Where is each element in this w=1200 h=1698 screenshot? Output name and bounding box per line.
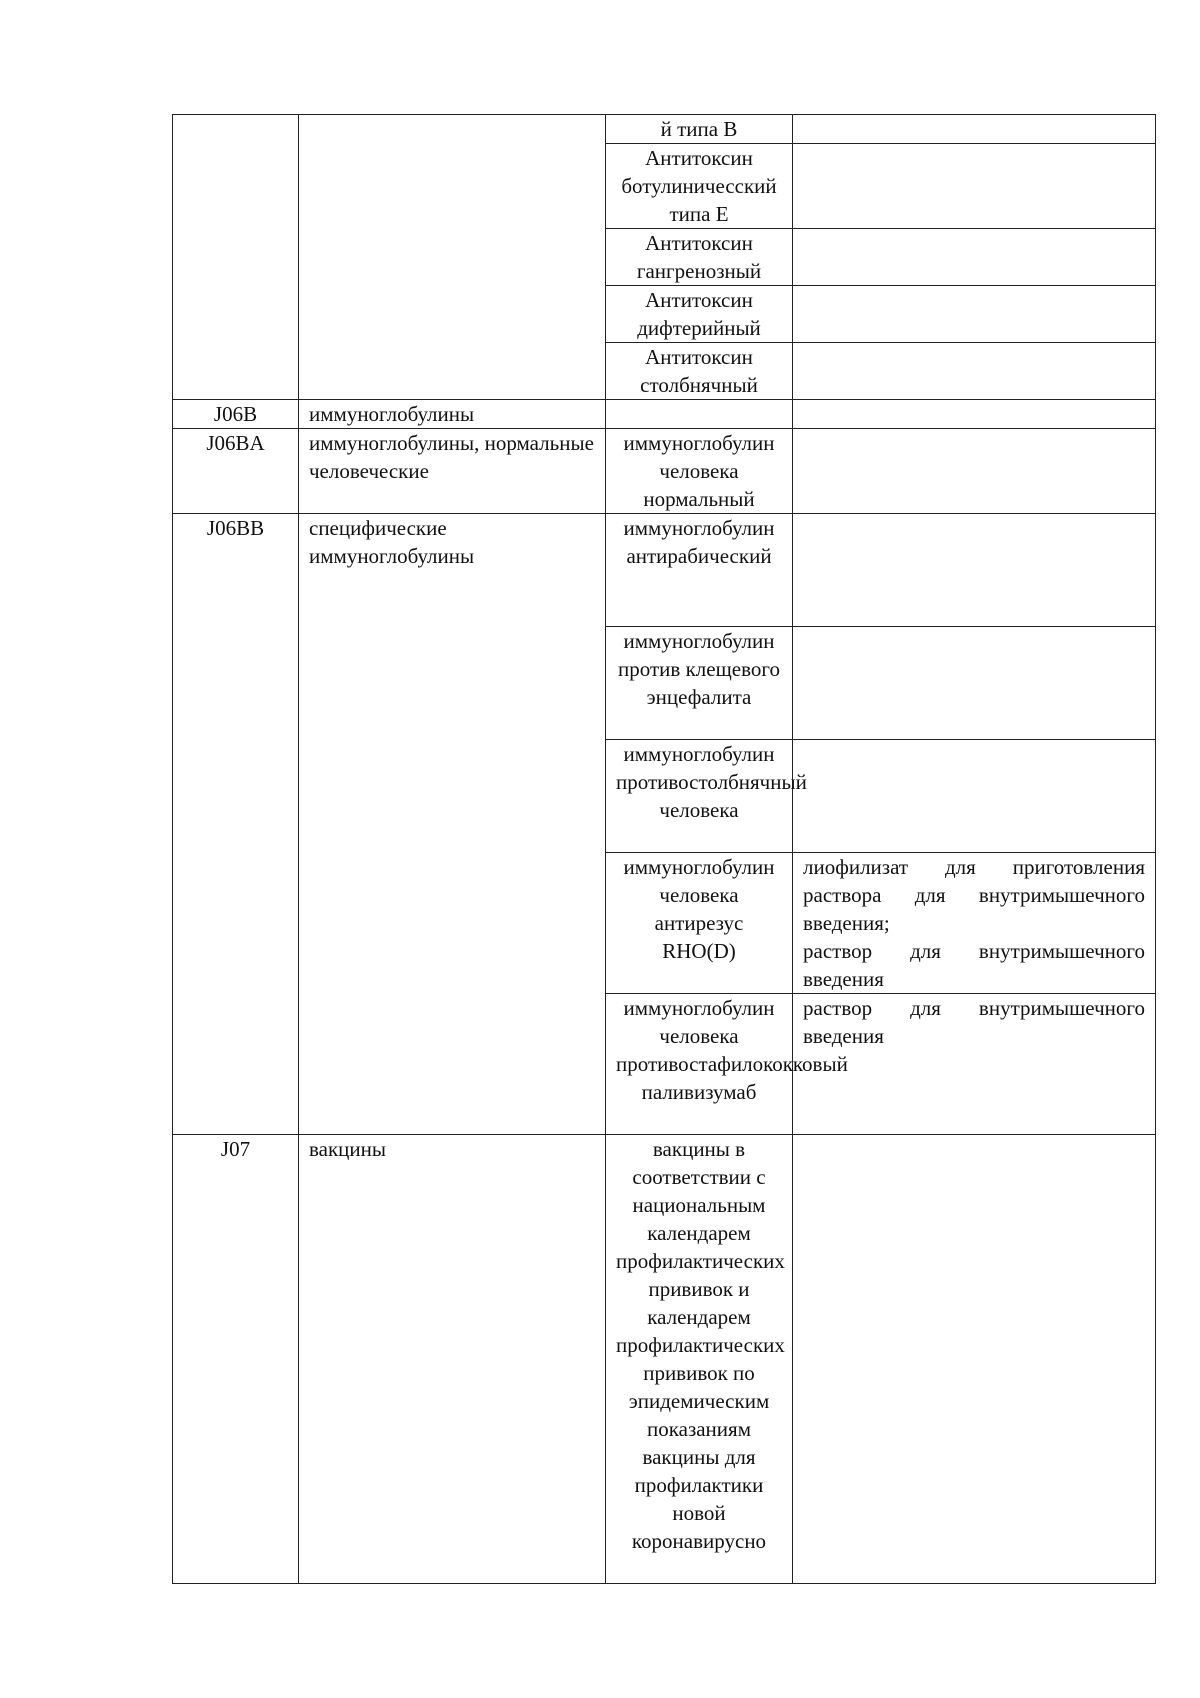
group-cell: иммуноглобулины, нормальные человеческие <box>299 429 606 514</box>
group-cell: иммуноглобулины <box>299 400 606 429</box>
form-cell <box>793 286 1156 343</box>
code-cell: J06B <box>173 400 299 429</box>
code-cell <box>173 115 299 400</box>
code-cell: J06BB <box>173 514 299 1135</box>
drug-cell: иммуноглобулин человека антирезус RHO(D) <box>606 853 793 994</box>
group-cell <box>299 115 606 400</box>
table-row <box>173 1135 1156 1584</box>
drug-cell: иммуноглобулин против клещевого энцефалита <box>606 627 793 740</box>
table-row <box>173 115 1156 144</box>
form-cell <box>793 429 1156 514</box>
dosage-form-text: раствор для внутримышечного введения <box>803 996 1145 1048</box>
dosage-form-text: раствор для внутримышечного введения <box>803 939 1145 991</box>
code-cell: J07 <box>173 1135 299 1584</box>
drug-cell: Антитоксин гангренозный <box>606 229 793 286</box>
form-cell <box>793 400 1156 429</box>
form-cell <box>793 853 1156 994</box>
form-cell <box>793 343 1156 400</box>
group-cell: специфические иммуноглобулины <box>299 514 606 1135</box>
form-cell <box>793 229 1156 286</box>
table-row <box>173 400 1156 429</box>
drug-cell: иммуноглобулин человека нормальный <box>606 429 793 514</box>
drug-cell: й типа B <box>606 115 793 144</box>
drug-table <box>172 114 1156 1584</box>
group-cell: вакцины <box>299 1135 606 1584</box>
drug-cell: Антитоксин столбнячный <box>606 343 793 400</box>
form-cell <box>793 144 1156 229</box>
drug-cell: Антитоксин ботулиничесский типа E <box>606 144 793 229</box>
form-cell <box>793 514 1156 627</box>
form-cell <box>793 1135 1156 1584</box>
form-cell <box>793 740 1156 853</box>
form-cell <box>793 115 1156 144</box>
drug-cell: иммуноглобулин антирабический <box>606 514 793 627</box>
code-cell: J06BA <box>173 429 299 514</box>
drug-cell: вакцины в соответствии с национальным календарем профилактических прививок и календарем профилактических прививок по эпидемическим показаниям вакцины для профилактики новой коронавирусно <box>606 1135 793 1584</box>
drug-cell <box>606 400 793 429</box>
form-cell <box>793 627 1156 740</box>
table-row <box>173 514 1156 627</box>
dosage-form-text: лиофилизат для приготовления раствора для внутримышечного введения; <box>803 855 1145 935</box>
drug-cell: иммуноглобулин противостолбнячный человека <box>606 740 793 853</box>
drug-cell: иммуноглобулин человека противостафилококковый паливизумаб <box>606 994 793 1135</box>
table-row <box>173 429 1156 514</box>
drug-cell: Антитоксин дифтерийный <box>606 286 793 343</box>
